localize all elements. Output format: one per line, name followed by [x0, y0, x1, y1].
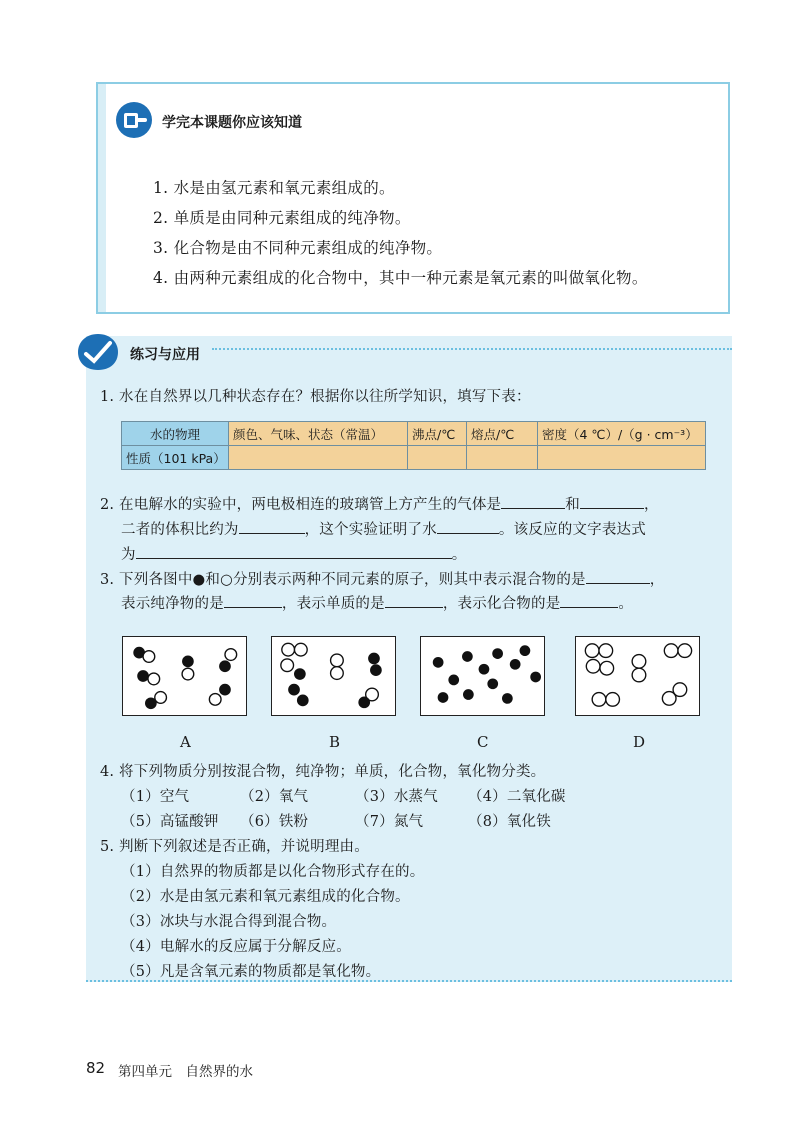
- divider: [212, 348, 732, 350]
- figure-d: [575, 636, 700, 716]
- question-text: 3. 下列各图中●和○分别表示两种不同元素的原子，则其中表示混合物的是: [100, 572, 586, 588]
- table-cell[interactable]: [467, 446, 538, 470]
- question-text: 。该反应的文字表达式: [498, 522, 646, 538]
- option: （4）二氧化碳: [468, 789, 566, 805]
- statement: （5）凡是含氧元素的物质都是氧化物。: [121, 964, 381, 980]
- figure-label-d: D: [633, 733, 646, 751]
- table-header: 密度（4 ℃）/（g · cm⁻³）: [538, 422, 706, 446]
- answer-blank[interactable]: [136, 546, 452, 559]
- question-2-line-3: [121, 543, 466, 564]
- answer-blank[interactable]: [586, 571, 650, 584]
- table-header: 熔点/℃: [467, 422, 538, 446]
- summary-title: 学完本课题你应该知道: [162, 115, 302, 131]
- unit-title: 第四单元 自然界的水: [118, 1064, 253, 1080]
- question-text: 和: [565, 497, 580, 513]
- question-text: ，表示化合物的是: [442, 596, 561, 612]
- question-text: ，表示单质的是: [281, 596, 385, 612]
- option: （6）铁粉: [240, 814, 309, 830]
- question-2: [100, 493, 659, 514]
- question-4: 4. 将下列物质分别按混合物，纯净物；单质，化合物，氧化物分类。: [100, 764, 546, 780]
- option: （5）高锰酸钾: [121, 814, 219, 830]
- question-2-line-2: [121, 518, 646, 539]
- option: （7）氮气: [355, 814, 424, 830]
- figure-c: [420, 636, 545, 716]
- question-text: ，: [643, 497, 659, 513]
- answer-blank[interactable]: [385, 595, 443, 608]
- table-cell[interactable]: [408, 446, 467, 470]
- question-text: 二者的体积比约为: [121, 522, 239, 538]
- summary-item-2: 2. 单质是由同种元素组成的纯净物。: [153, 209, 411, 227]
- question-1: 1. 水在自然界以几种状态存在？根据你以往所学知识，填写下表：: [100, 389, 531, 405]
- practice-title: 练习与应用: [130, 347, 200, 363]
- table-cell[interactable]: [229, 446, 408, 470]
- answer-blank[interactable]: [560, 595, 618, 608]
- figure-label-c: C: [477, 733, 489, 751]
- question-text: 。: [618, 596, 634, 612]
- figure-label-a: A: [180, 733, 191, 751]
- question-text: ，: [649, 572, 665, 588]
- question-text: 2. 在电解水的实验中，两电极相连的玻璃管上方产生的气体是: [100, 497, 502, 513]
- table-row-header: 性质（101 kPa）: [122, 446, 229, 470]
- question-text: 。: [451, 547, 467, 563]
- answer-blank[interactable]: [224, 595, 282, 608]
- answer-blank[interactable]: [437, 521, 499, 534]
- statement: （4）电解水的反应属于分解反应。: [121, 939, 351, 955]
- table-row-header: 水的物理: [122, 422, 229, 446]
- summary-item-3: 3. 化合物是由不同种元素组成的纯净物。: [153, 239, 443, 257]
- table-cell[interactable]: [538, 446, 706, 470]
- water-properties-table: [121, 421, 706, 470]
- question-text: ，这个实验证明了水: [304, 522, 437, 538]
- page-number: 82: [86, 1059, 106, 1077]
- statement: （1）自然界的物质都是以化合物形式存在的。: [121, 864, 425, 880]
- summary-item-4: 4. 由两种元素组成的化合物中，其中一种元素是氧元素的叫做氧化物。: [153, 269, 648, 287]
- question-text: 表示纯净物的是: [121, 596, 224, 612]
- option: （8）氧化铁: [468, 814, 551, 830]
- option: （3）水蒸气: [355, 789, 438, 805]
- statement: （3）冰块与水混合得到混合物。: [121, 914, 337, 930]
- hand-pointing-icon: [114, 100, 154, 140]
- option: （2）氧气: [240, 789, 309, 805]
- answer-blank[interactable]: [580, 496, 644, 509]
- question-3-line-2: [121, 592, 633, 613]
- option: （1）空气: [121, 789, 190, 805]
- answer-blank[interactable]: [239, 521, 305, 534]
- statement: （2）水是由氢元素和氧元素组成的化合物。: [121, 889, 410, 905]
- figure-label-b: B: [329, 733, 341, 751]
- summary-item-1: 1. 水是由氢元素和氧元素组成的。: [153, 179, 395, 197]
- question-3: [100, 568, 664, 589]
- table-header: 颜色、气味、状态（常温）: [229, 422, 408, 446]
- question-5: 5. 判断下列叙述是否正确，并说明理由。: [100, 839, 369, 855]
- figure-b: [271, 636, 396, 716]
- pencil-check-icon: [74, 330, 122, 374]
- table-header: 沸点/℃: [408, 422, 467, 446]
- answer-blank[interactable]: [501, 496, 565, 509]
- question-text: 为: [121, 547, 136, 563]
- figure-a: [122, 636, 247, 716]
